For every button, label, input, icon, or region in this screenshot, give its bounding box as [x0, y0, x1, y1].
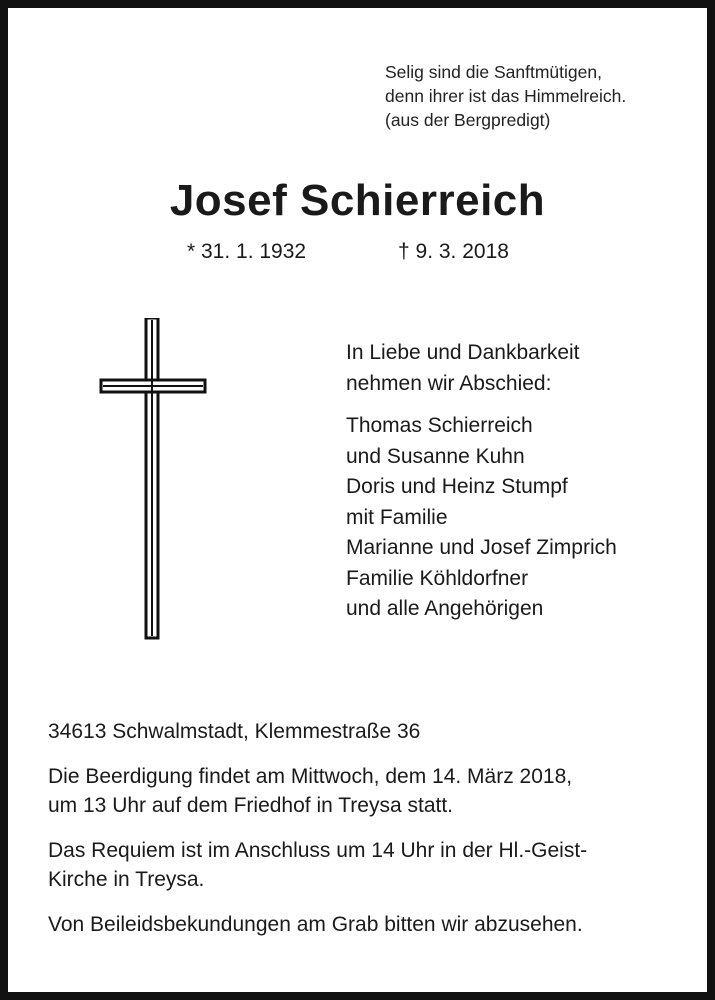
condolence-note: Von Beileidsbekundungen am Grab bitten wir abzusehen. [48, 913, 583, 936]
birth-date: * 31. 1. 1932 [187, 240, 307, 263]
mourner-item: Doris und Heinz Stumpf [346, 475, 568, 498]
mourner-item: Familie Köhldorfner [346, 566, 529, 590]
mourner-item: Thomas Schierreich [346, 414, 533, 437]
mourner-item: und Susanne Kuhn [346, 444, 525, 468]
address: 34613 Schwalmstadt, Klemmestraße 36 [48, 720, 421, 743]
quote-source: (aus der Bergpredigt) [385, 110, 551, 130]
intro-line: In Liebe und Dankbarkeit [346, 341, 580, 364]
mourner-item: und alle Angehörigen [346, 597, 544, 620]
mourner-list [346, 411, 617, 625]
farewell-intro [346, 338, 580, 399]
requiem-line: Das Requiem ist im Anschluss um 14 Uhr in der Hl.-Geist- [48, 839, 588, 862]
quote-line: denn ihrer ist das Himmelreich. [385, 86, 627, 106]
mourner-item: mit Familie [346, 505, 448, 529]
bible-quote [385, 60, 626, 132]
deceased-name: Josef Schierreich [169, 176, 546, 225]
requiem-info [48, 836, 587, 894]
requiem-line: Kirche in Treysa. [48, 868, 205, 891]
funeral-line: um 13 Uhr auf dem Friedhof in Treysa statt. [48, 794, 454, 817]
funeral-line: Die Beerdigung findet am Mittwoch, dem 14. März 2018, [48, 765, 573, 788]
quote-line: Selig sind die Sanftmütigen, [385, 62, 602, 82]
intro-line: nehmen wir Abschied: [346, 371, 552, 395]
funeral-info [48, 762, 572, 820]
mourner-item: Marianne und Josef Zimprich [346, 536, 617, 559]
death-date: † 9. 3. 2018 [398, 240, 509, 263]
cross-icon [99, 318, 207, 645]
